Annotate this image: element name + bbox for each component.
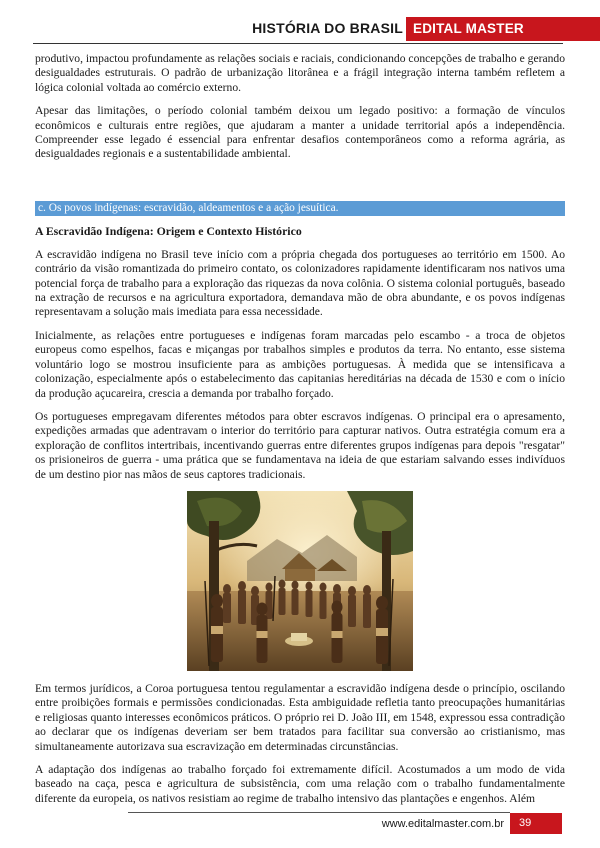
paragraph: Em termos jurídicos, a Coroa portuguesa tentou regulamentar a escravidão indígena desde o princípio, oscilando entre proibições formais e permissões condicionadas. Esta ambiguidade refletia tanto preocupações humanitárias e religiosas quanto interesses econômicos práticos. O próprio rei D. João III, em 1548, expressou essa contradição ao declarar que os indígenas deveriam ser bem tratados para facilitar sua conversão ao cristianismo, mas simultaneamente autorizava sua escravização em determinadas circunstâncias. xyxy=(35,681,565,753)
section-title: c. Os povos indígenas: escravidão, aldeamentos e a ação jesuítica. xyxy=(38,201,339,214)
illustration-indigenous-scene xyxy=(187,491,413,671)
footer-url[interactable]: www.editalmaster.com.br xyxy=(381,818,504,830)
header-badge-label: EDITAL MASTER xyxy=(413,21,524,36)
page-content xyxy=(35,52,565,815)
page-header xyxy=(0,14,600,44)
header-badge xyxy=(406,17,600,41)
paragraph: Apesar das limitações, o período colonial também deixou um legado positivo: a formação de vínculos econômicos e culturais entre regiões, que ajudaram a manter a unidade territorial após a independência. Compreender esse legado é essencial para enfrentar desafios contemporâneos como a reforma agrária, as desigualdades regionais e a sustentabilidade ambiental. xyxy=(35,104,565,161)
spacer xyxy=(35,171,565,201)
page-footer xyxy=(0,812,600,836)
header-title: HISTÓRIA DO BRASIL xyxy=(252,20,403,36)
page-number-badge xyxy=(510,813,562,834)
footer-divider xyxy=(128,812,510,813)
subheading: A Escravidão Indígena: Origem e Contexto Histórico xyxy=(35,223,302,238)
page-number: 39 xyxy=(519,817,532,829)
paragraph: A adaptação dos indígenas ao trabalho forçado foi extremamente difícil. Acostumados a um modo de vida baseado na caça, pesca e agricultura de subsistência, com uma relação com o trabalho fundamentalmente diferente da europeia, os nativos resistiam ao regime de trabalho intensivo das plantações e engenhos. Além xyxy=(35,762,565,805)
section-title-bar xyxy=(35,201,565,216)
paragraph: Os portugueses empregavam diferentes métodos para obter escravos indígenas. O principal era o apresamento, expedições armadas que adentravam o interior do território para capturar nativos. Outra estratégia comum era a exploração de conflitos intertribais, incentivando guerras entre diferentes grupos indígenas para depois "resgatar" os prisioneiros de guerra - uma prática que se fundamentava na ideia de que estariam salvando esses indivíduos de um destino pior nas mãos de seus captores tradicionais. xyxy=(35,409,565,481)
paragraph: Inicialmente, as relações entre portugueses e indígenas foram marcadas pelo escambo - a troca de objetos europeus como espelhos, facas e miçangas por trabalhos simples e produtos da terra. No entanto, esse sistema voluntário logo se mostrou insuficiente para as ambições portuguesas. À medida que se intensificava a colonização, especialmente após o estabelecimento das capitanias hereditárias na década de 1530 e com o início da produção açucareira, crescia a demanda por trabalho forçado. xyxy=(35,328,565,400)
illustration-image xyxy=(187,491,413,671)
paragraph: produtivo, impactou profundamente as relações sociais e raciais, condicionando concepções de trabalho e gerando desigualdades estruturais. O padrão de urbanização litorânea e a frágil integração interna também refletem a lógica colonial voltada ao comércio externo. xyxy=(35,52,565,94)
paragraph: A escravidão indígena no Brasil teve início com a própria chegada dos portugueses ao território em 1500. Ao contrário da visão romantizada do primeiro contato, os colonizadores rapidamente identificaram nos nativos uma potencial força de trabalho para a exploração das riquezas da nova colônia. O sistema colonial português, baseado na extração de recursos e na agricultura exportadora, demandava mão de obra abundante, e os povos indígenas representavam a solução mais imediata para essa necessidade. xyxy=(35,247,565,319)
header-divider xyxy=(33,43,563,44)
